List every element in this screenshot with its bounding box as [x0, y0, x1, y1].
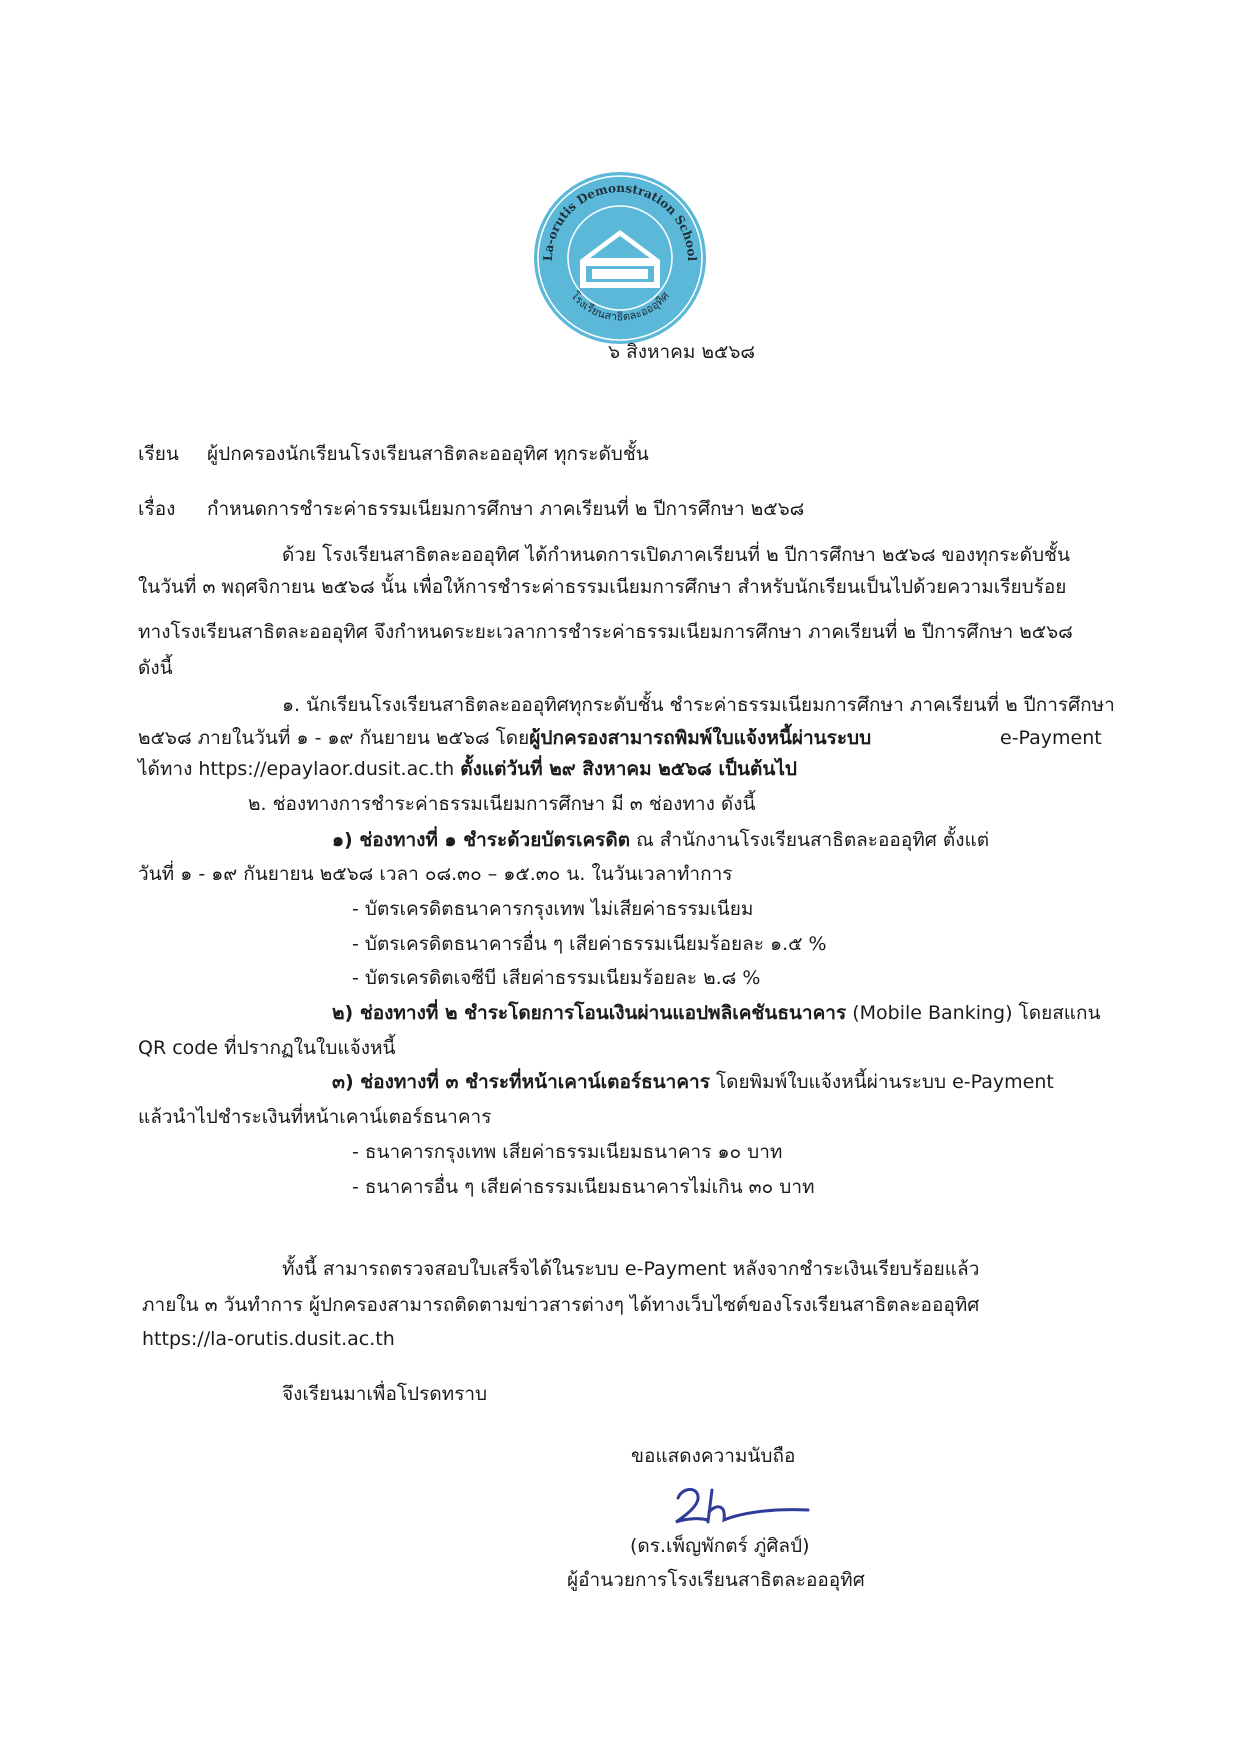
channel1-bullet-1: - บัตรเครดิตธนาคารกรุงเทพ ไม่เสียค่าธรรมเนียม	[352, 898, 754, 920]
to-value: ผู้ปกครองนักเรียนโรงเรียนสาธิตละอออุทิศ ทุกระดับชั้น	[207, 443, 649, 465]
channel1-line-2: วันที่ ๑ - ๑๙ กันยายน ๒๕๖๘ เวลา ๐๘.๓๐ – ๑๕.๓๐ น. ในวันเวลาทำการ	[138, 863, 733, 885]
item1-line-1: ๑. นักเรียนโรงเรียนสาธิตละอออุทิศทุกระดับชั้น ชำระค่าธรรมเนียมการศึกษา ภาคเรียนที่ ๒ ปีการศึกษา	[282, 694, 1115, 716]
item1-line-3a: ได้ทาง https://epaylaor.dusit.ac.th	[138, 758, 455, 780]
channel3-bullet-1: - ธนาคารกรุงเทพ เสียค่าธรรมเนียมธนาคาร ๑๐ บาท	[352, 1141, 783, 1163]
item1-line-2a: ๒๕๖๘ ภายในวันที่ ๑ - ๑๙ กันยายน ๒๕๖๘ โดย	[138, 727, 530, 749]
channel1-line-1	[332, 828, 989, 852]
channel3-line-1	[332, 1070, 1054, 1094]
closing-line-2: ภายใน ๓ วันทำการ ผู้ปกครองสามารถติดตามข่าวสารต่างๆ ได้ทางเว็บไซต์ของโรงเรียนสาธิตละอออุทิศ	[142, 1294, 980, 1316]
channel2-line-1	[332, 1001, 1101, 1025]
item1-line-3	[138, 757, 797, 781]
channel1-bullet-2: - บัตรเครดิตธนาคารอื่น ๆ เสียค่าธรรมเนียมร้อยละ ๑.๕ %	[352, 933, 827, 955]
subject-value: กำหนดการชำระค่าธรรมเนียมการศึกษา ภาคเรียนที่ ๒ ปีการศึกษา ๒๕๖๘	[207, 498, 805, 520]
handwritten-signature	[668, 1478, 818, 1533]
seal-text-top: La-orutis Demonstration School	[540, 180, 700, 262]
channel3-line-2: แล้วนำไปชำระเงินที่หน้าเคาน์เตอร์ธนาคาร	[138, 1106, 492, 1128]
channel3-bullet-2: - ธนาคารอื่น ๆ เสียค่าธรรมเนียมธนาคารไม่เกิน ๓๐ บาท	[352, 1176, 815, 1198]
signatory-position: ผู้อำนวยการโรงเรียนสาธิตละอออุทิศ	[567, 1569, 865, 1591]
regards-text: ขอแสดงความนับถือ	[631, 1445, 796, 1467]
subject-label: เรื่อง	[138, 498, 176, 520]
closing-line-1: ทั้งนี้ สามารถตรวจสอบใบเสร็จได้ในระบบ e-Payment หลังจากชำระเงินเรียบร้อยแล้ว	[282, 1258, 980, 1280]
channel3-rest: โดยพิมพ์ใบแจ้งหนี้ผ่านระบบ e-Payment	[715, 1071, 1054, 1093]
channel1-bold: ๑) ช่องทางที่ ๑ ชำระด้วยบัตรเครดิต	[332, 829, 631, 851]
channel2-line-2: QR code ที่ปรากฏในใบแจ้งหนี้	[138, 1037, 396, 1059]
channel3-bold: ๓) ช่องทางที่ ๓ ชำระที่หน้าเคาน์เตอร์ธนาคาร	[332, 1071, 710, 1093]
intro-line-3: ทางโรงเรียนสาธิตละอออุทิศ จึงกำหนดระยะเวลาการชำระค่าธรรมเนียมการศึกษา ภาคเรียนที่ ๒ ปีการศึกษา ๒๕๖๘	[138, 621, 1073, 643]
closing-url: https://la-orutis.dusit.ac.th	[142, 1328, 395, 1350]
item1-line-2	[138, 726, 871, 750]
channel1-bullet-3: - บัตรเครดิตเจซีบี เสียค่าธรรมเนียมร้อยละ ๒.๘ %	[352, 967, 761, 989]
to-label: เรียน	[138, 443, 179, 465]
closing-inform: จึงเรียนมาเพื่อโปรดทราบ	[282, 1383, 488, 1405]
item2-line-1: ๒. ช่องทางการชำระค่าธรรมเนียมการศึกษา มี ๓ ช่องทาง ดังนี้	[248, 793, 756, 815]
channel2-rest: (Mobile Banking) โดยสแกน	[852, 1002, 1101, 1024]
intro-line-4: ดังนี้	[138, 657, 173, 679]
letter-date: ๖ สิงหาคม ๒๕๖๘	[608, 341, 756, 363]
item1-line-2c: e-Payment	[1000, 727, 1102, 749]
seal-text	[530, 168, 710, 348]
intro-line-1: ด้วย โรงเรียนสาธิตละอออุทิศ ได้กำหนดการเปิดภาคเรียนที่ ๒ ปีการศึกษา ๒๕๖๘ ของทุกระดับชั้น	[282, 544, 1070, 566]
item1-line-2b: ผู้ปกครองสามารถพิมพ์ใบแจ้งหนี้ผ่านระบบ	[529, 727, 872, 749]
svg-text:โรงเรียนสาธิตละอออุทิศ	[568, 289, 672, 324]
item1-line-3b: ตั้งแต่วันที่ ๒๙ สิงหาคม ๒๕๖๘ เป็นต้นไป	[460, 758, 797, 780]
intro-line-2: ในวันที่ ๓ พฤศจิกายน ๒๕๖๘ นั้น เพื่อให้การชำระค่าธรรมเนียมการศึกษา สำหรับนักเรียนเป็นไปด้วยความเรียบร้อย	[138, 576, 1067, 598]
channel2-bold: ๒) ช่องทางที่ ๒ ชำระโดยการโอนเงินผ่านแอปพลิเคชันธนาคาร	[332, 1002, 847, 1024]
seal-text-bottom: โรงเรียนสาธิตละอออุทิศ	[568, 289, 672, 324]
signatory-name: (ดร.เพ็ญพักตร์ ภู่ศิลป์)	[630, 1535, 810, 1557]
channel1-rest: ณ สำนักงานโรงเรียนสาธิตละอออุทิศ ตั้งแต่	[636, 829, 990, 851]
svg-text:La-orutis Demonstration School	[541, 181, 699, 262]
